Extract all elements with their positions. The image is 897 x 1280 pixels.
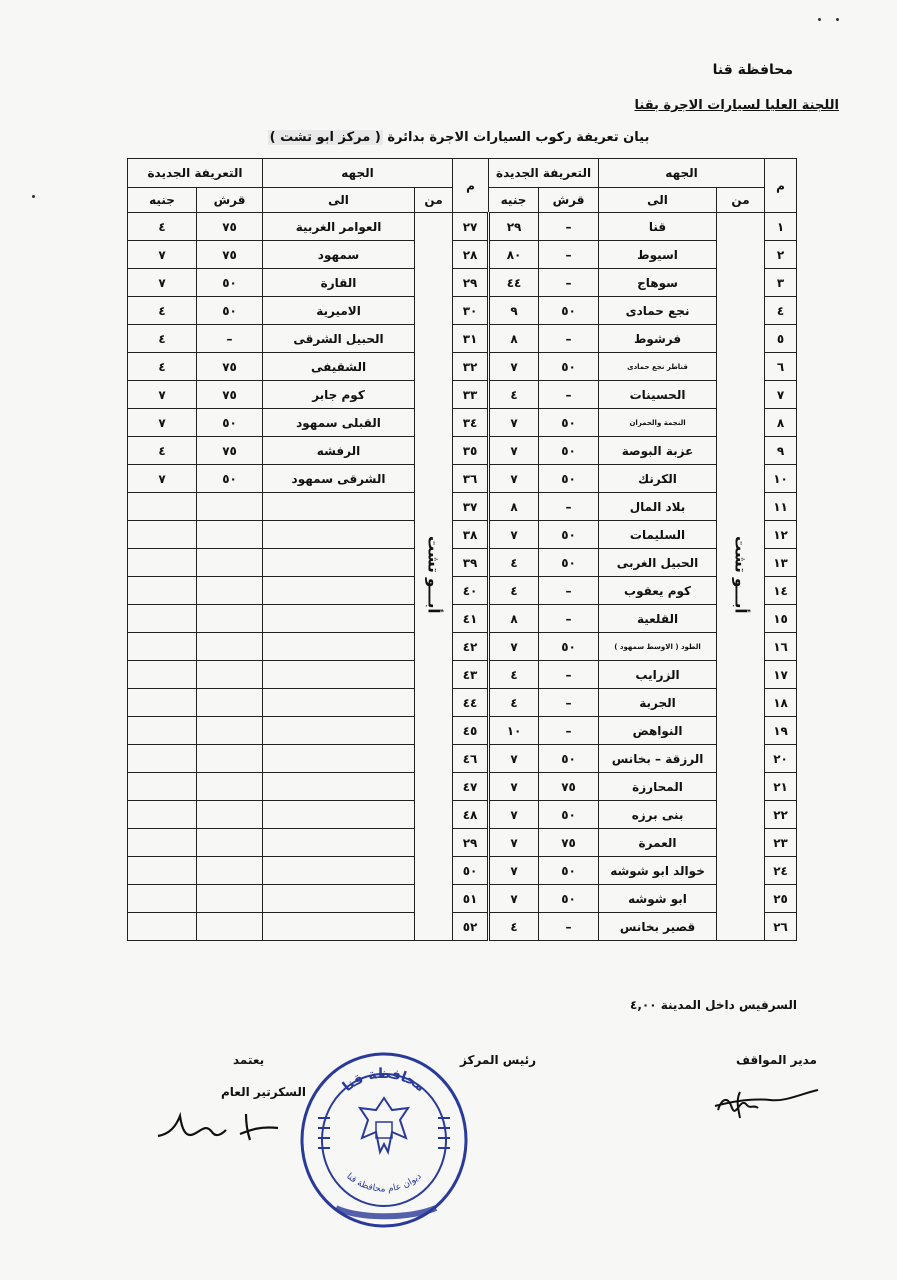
fare-pound: ٤ [489, 549, 539, 577]
fare-pound: ٨ [489, 493, 539, 521]
destination: القارة [263, 269, 415, 297]
destination: سوهاج [599, 269, 717, 297]
row-number: ٥١ [453, 885, 489, 913]
fare-piaster: ٥٠ [197, 269, 263, 297]
fare-pound: ٨ [489, 325, 539, 353]
fare-pound [128, 745, 197, 773]
table-row [128, 745, 797, 773]
row-number: ٧ [765, 381, 797, 409]
row-number: ٢٥ [765, 885, 797, 913]
destination: القبلى سمهود [263, 409, 415, 437]
secretary-label: السكرتير العام [221, 1085, 307, 1099]
destination [263, 493, 415, 521]
row-number: ١٦ [765, 633, 797, 661]
svg-text:ديوان عام محافظة قنا [344, 1172, 423, 1195]
fare-piaster: ٧٥ [197, 353, 263, 381]
destination: الطود ( الاوسط سمهود ) [599, 633, 717, 661]
fare-piaster [197, 521, 263, 549]
col-m-left: م [453, 159, 489, 213]
row-number: ٣٩ [453, 549, 489, 577]
destination: بلاد المال [599, 493, 717, 521]
destination: العمرة [599, 829, 717, 857]
fare-pound: ١٠ [489, 717, 539, 745]
table-row [128, 633, 797, 661]
fare-pound [128, 549, 197, 577]
row-number: ٢٢ [765, 801, 797, 829]
fare-pound: ٧ [489, 465, 539, 493]
fare-pound: ٧ [489, 885, 539, 913]
row-number: ١٠ [765, 465, 797, 493]
table-row [128, 605, 797, 633]
row-number: ٣٣ [453, 381, 489, 409]
fare-pound: ٤ [489, 689, 539, 717]
fare-pound: ٧ [489, 801, 539, 829]
fare-pound: ٤ [128, 437, 197, 465]
col-fare-left: التعريفة الجديدة [128, 159, 263, 188]
parking-manager-signature [710, 1078, 825, 1128]
destination: الاميرية [263, 297, 415, 325]
col-piaster-left: قرش [197, 188, 263, 213]
fare-pound: ٧ [489, 353, 539, 381]
destination [263, 549, 415, 577]
table-row [128, 493, 797, 521]
fare-pound: ٤ [489, 661, 539, 689]
table-row [128, 801, 797, 829]
fare-piaster: ٥٠ [539, 465, 599, 493]
destination: الحبيل الشرقى [263, 325, 415, 353]
eagle-emblem-icon [360, 1098, 408, 1152]
fare-pound: ٧ [489, 437, 539, 465]
destination: بنى برزه [599, 801, 717, 829]
row-number: ١٣ [765, 549, 797, 577]
fare-piaster: – [539, 493, 599, 521]
fare-piaster [197, 745, 263, 773]
row-number: ٣٢ [453, 353, 489, 381]
fare-pound [128, 717, 197, 745]
destination: الجربة [599, 689, 717, 717]
fare-pound: ٤ [489, 913, 539, 941]
row-number: ٢١ [765, 773, 797, 801]
governorate-name: محافظة قنا [712, 62, 793, 78]
destination [263, 717, 415, 745]
row-number: ١ [765, 213, 797, 241]
row-number: ٤٠ [453, 577, 489, 605]
table-row [128, 549, 797, 577]
fare-piaster: ٥٠ [539, 549, 599, 577]
fare-pound [128, 885, 197, 913]
fare-pound: ٤ [489, 381, 539, 409]
fare-piaster [197, 605, 263, 633]
fare-piaster [197, 633, 263, 661]
row-number: ١٤ [765, 577, 797, 605]
fare-pound: ٢٩ [489, 213, 539, 241]
document-title [0, 130, 897, 145]
destination: الحبيل الغربى [599, 549, 717, 577]
fare-piaster [197, 829, 263, 857]
fare-pound [128, 801, 197, 829]
fare-piaster: ٥٠ [539, 857, 599, 885]
col-to-left: الى [263, 188, 415, 213]
col-direction-right: الجهه [599, 159, 765, 188]
row-number: ٣٧ [453, 493, 489, 521]
row-number: ٦ [765, 353, 797, 381]
svg-text:محافظة قنا [340, 1066, 428, 1095]
from-cell-left [415, 213, 453, 941]
table-row [128, 661, 797, 689]
row-number: ٢٨ [453, 241, 489, 269]
fare-piaster: ٥٠ [539, 297, 599, 325]
fare-piaster: ٧٥ [539, 773, 599, 801]
destination: النجمة والحمران [599, 409, 717, 437]
fare-piaster: ٧٥ [197, 241, 263, 269]
fare-piaster: – [539, 325, 599, 353]
table-row [128, 213, 797, 241]
row-number: ٤٣ [453, 661, 489, 689]
stamp-text: محافظة قنا [339, 1065, 429, 1096]
fare-piaster [197, 857, 263, 885]
stamp-bottom-text: ديوان عام محافظة قنا [344, 1171, 424, 1195]
destination [263, 745, 415, 773]
row-number: ٤٧ [453, 773, 489, 801]
row-number: ٣ [765, 269, 797, 297]
approve-label: يعتمد [233, 1053, 265, 1067]
row-number: ٢٣ [765, 829, 797, 857]
fare-piaster [197, 717, 263, 745]
row-number: ١٨ [765, 689, 797, 717]
fare-piaster: – [539, 717, 599, 745]
fare-piaster: – [197, 325, 263, 353]
table-row [128, 521, 797, 549]
fare-pound: ٧ [489, 521, 539, 549]
destination: اسيوط [599, 241, 717, 269]
row-number: ١٢ [765, 521, 797, 549]
fare-piaster [197, 493, 263, 521]
title-center: ( مركز ابو تشت ) [269, 130, 381, 145]
destination: قصير بخانس [599, 913, 717, 941]
table-row [128, 717, 797, 745]
destination: الزرايب [599, 661, 717, 689]
fare-pound [128, 689, 197, 717]
destination [263, 605, 415, 633]
fare-piaster [197, 689, 263, 717]
table-row [128, 241, 797, 269]
fare-pound [128, 605, 197, 633]
fare-piaster [197, 913, 263, 941]
row-number: ٣٥ [453, 437, 489, 465]
fare-pound [128, 521, 197, 549]
row-number: ٣٠ [453, 297, 489, 325]
fare-pound: ٧ [489, 409, 539, 437]
col-to-right: الى [599, 188, 717, 213]
row-number: ١٧ [765, 661, 797, 689]
destination: فرشوط [599, 325, 717, 353]
destination: كوم يعقوب [599, 577, 717, 605]
from-value: أبـــو تشت [731, 536, 750, 614]
fare-pound: ٧ [128, 241, 197, 269]
destination: الشقيفى [263, 353, 415, 381]
row-number: ٤ [765, 297, 797, 325]
destination: الرزقة – بخانس [599, 745, 717, 773]
fare-pound [128, 913, 197, 941]
row-number: ٣٨ [453, 521, 489, 549]
official-stamp [296, 1048, 476, 1238]
col-pound-right: جنيه [489, 188, 539, 213]
from-cell-right [717, 213, 765, 941]
row-number: ٤٤ [453, 689, 489, 717]
row-number: ٣١ [453, 325, 489, 353]
table-row [128, 857, 797, 885]
row-number: ٢٩ [453, 829, 489, 857]
fare-piaster: – [539, 269, 599, 297]
fare-pound: ٧ [489, 773, 539, 801]
table-row [128, 381, 797, 409]
fare-piaster: ٥٠ [539, 745, 599, 773]
destination: نجع حمادى [599, 297, 717, 325]
manager-parking-label: مدير المواقف [736, 1053, 817, 1067]
fare-pound [128, 577, 197, 605]
table-row [128, 885, 797, 913]
fare-piaster [197, 549, 263, 577]
fare-piaster: ٥٠ [539, 521, 599, 549]
fare-piaster: ٥٠ [197, 297, 263, 325]
destination: الكرنك [599, 465, 717, 493]
destination: السليمات [599, 521, 717, 549]
row-number: ٨ [765, 409, 797, 437]
fare-piaster: ٥٠ [197, 409, 263, 437]
fare-pound: ٤ [128, 213, 197, 241]
col-direction-left: الجهه [263, 159, 453, 188]
fare-pound [128, 773, 197, 801]
fare-pound: ٤ [128, 297, 197, 325]
destination [263, 885, 415, 913]
table-row [128, 577, 797, 605]
destination [263, 857, 415, 885]
row-number: ١٥ [765, 605, 797, 633]
row-number: ٣٤ [453, 409, 489, 437]
col-from-right: من [717, 188, 765, 213]
row-number: ٥ [765, 325, 797, 353]
row-number: ٢٠ [765, 745, 797, 773]
fare-piaster: – [539, 661, 599, 689]
destination [263, 829, 415, 857]
row-number: ٤١ [453, 605, 489, 633]
destination: الرفشه [263, 437, 415, 465]
fare-piaster [197, 801, 263, 829]
fare-pound [128, 829, 197, 857]
col-m-right: م [765, 159, 797, 213]
fare-piaster: ٧٥ [539, 829, 599, 857]
fare-pound: ٨٠ [489, 241, 539, 269]
fare-pound: ٧ [128, 381, 197, 409]
destination: قناطر نجع حمادى [599, 353, 717, 381]
row-number: ٤٨ [453, 801, 489, 829]
row-number: ٥٠ [453, 857, 489, 885]
secretary-signature [150, 1104, 290, 1154]
row-number: ٣٦ [453, 465, 489, 493]
col-pound-left: جنيه [128, 188, 197, 213]
fare-pound: ٧ [128, 465, 197, 493]
destination: عزبة البوصة [599, 437, 717, 465]
table-row [128, 353, 797, 381]
table-row [128, 297, 797, 325]
fare-piaster [197, 885, 263, 913]
fare-piaster: ٥٠ [539, 633, 599, 661]
row-number: ١١ [765, 493, 797, 521]
destination [263, 633, 415, 661]
row-number: ٢ [765, 241, 797, 269]
destination: سمهود [263, 241, 415, 269]
fare-piaster: ٥٠ [539, 437, 599, 465]
fare-piaster: – [539, 913, 599, 941]
fare-piaster [197, 661, 263, 689]
fare-piaster: – [539, 213, 599, 241]
committee-name: اللجنة العليا لسيارات الاجرة بقنا [634, 98, 839, 113]
destination [263, 801, 415, 829]
fare-pound: ٤ [128, 325, 197, 353]
destination: كوم جابر [263, 381, 415, 409]
fare-piaster: ٥٠ [539, 353, 599, 381]
row-number: ٥٢ [453, 913, 489, 941]
servis-note: السرفيس داخل المدينة ٤,٠٠ [630, 998, 797, 1012]
destination [263, 913, 415, 941]
fare-piaster: ٥٠ [197, 465, 263, 493]
col-fare-right: التعريفة الجديدة [489, 159, 599, 188]
destination: قنا [599, 213, 717, 241]
fare-pound: ٧ [489, 829, 539, 857]
fare-piaster: ٥٠ [539, 885, 599, 913]
fare-pound [128, 633, 197, 661]
fare-piaster [197, 577, 263, 605]
destination [263, 521, 415, 549]
destination: الحسينات [599, 381, 717, 409]
destination [263, 661, 415, 689]
fare-table [127, 158, 797, 941]
fare-pound [128, 857, 197, 885]
fare-pound: ٧ [489, 857, 539, 885]
destination: خوالد ابو شوشه [599, 857, 717, 885]
table-row [128, 829, 797, 857]
row-number: ٢٦ [765, 913, 797, 941]
from-value: أبـــو تشت [424, 536, 443, 614]
fare-table-body [128, 213, 797, 941]
destination: ابو شوشه [599, 885, 717, 913]
row-number: ٩ [765, 437, 797, 465]
fare-pound: ٧ [489, 745, 539, 773]
center-head-label: رئيس المركز [460, 1053, 537, 1067]
fare-pound: ٤ [489, 577, 539, 605]
table-row [128, 689, 797, 717]
destination: النواهض [599, 717, 717, 745]
fare-pound [128, 661, 197, 689]
fare-pound: ٩ [489, 297, 539, 325]
fare-piaster: – [539, 689, 599, 717]
table-row [128, 269, 797, 297]
fare-piaster [197, 773, 263, 801]
col-piaster-right: قرش [539, 188, 599, 213]
fare-piaster: – [539, 381, 599, 409]
fare-pound: ٤٤ [489, 269, 539, 297]
fare-pound: ٨ [489, 605, 539, 633]
fare-piaster: ٧٥ [197, 381, 263, 409]
fare-piaster: ٧٥ [197, 437, 263, 465]
destination: القلعية [599, 605, 717, 633]
fare-pound [128, 493, 197, 521]
row-number: ٤٥ [453, 717, 489, 745]
fare-piaster: – [539, 577, 599, 605]
fare-piaster: ٥٠ [539, 409, 599, 437]
fare-pound: ٤ [128, 353, 197, 381]
destination: الشرقى سمهود [263, 465, 415, 493]
row-number: ٢٤ [765, 857, 797, 885]
destination [263, 577, 415, 605]
fare-pound: ٧ [128, 409, 197, 437]
destination: المحارزة [599, 773, 717, 801]
row-number: ١٩ [765, 717, 797, 745]
table-row [128, 913, 797, 941]
row-number: ٢٧ [453, 213, 489, 241]
table-row [128, 773, 797, 801]
row-number: ٤٦ [453, 745, 489, 773]
table-row [128, 325, 797, 353]
col-from-left: من [415, 188, 453, 213]
table-row [128, 409, 797, 437]
fare-pound: ٧ [128, 269, 197, 297]
destination [263, 689, 415, 717]
row-number: ٢٩ [453, 269, 489, 297]
title-main: بيان تعريفة ركوب السيارات الاجرة بدائرة [387, 130, 650, 145]
fare-piaster: – [539, 241, 599, 269]
table-row [128, 437, 797, 465]
fare-piaster: ٥٠ [539, 801, 599, 829]
destination [263, 773, 415, 801]
table-row [128, 465, 797, 493]
fare-piaster: – [539, 605, 599, 633]
row-number: ٤٢ [453, 633, 489, 661]
fare-pound: ٧ [489, 633, 539, 661]
destination: العوامر الغربية [263, 213, 415, 241]
fare-piaster: ٧٥ [197, 213, 263, 241]
